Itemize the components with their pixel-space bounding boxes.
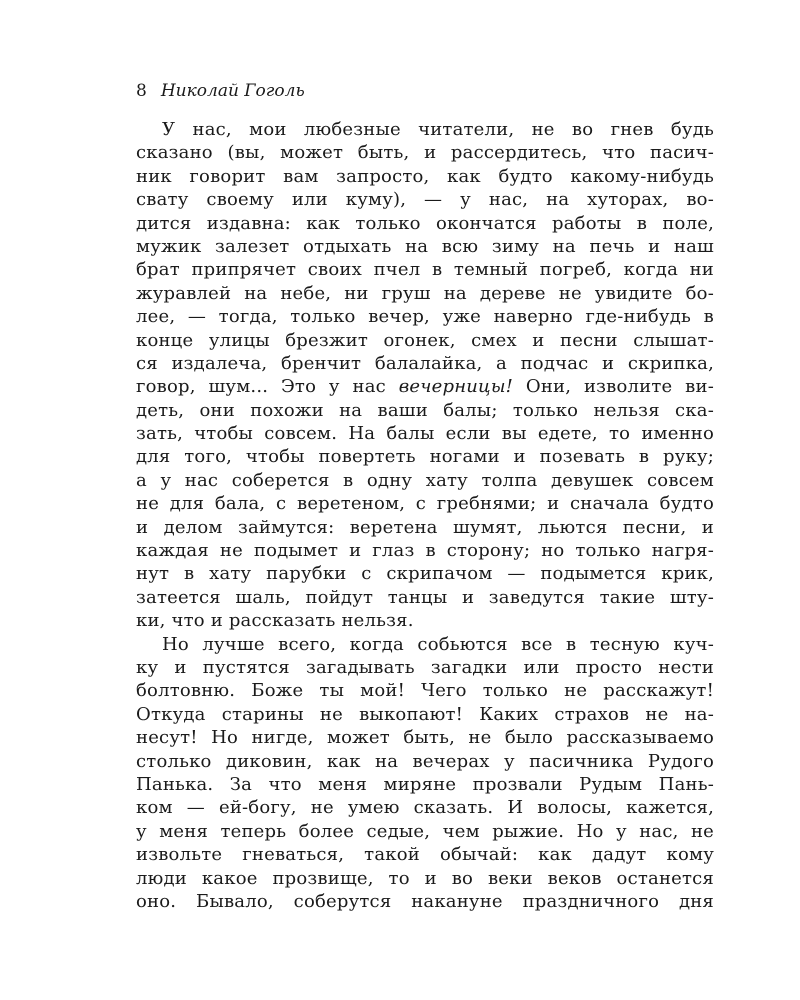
italic-word-vechernitsy: вечерницы! bbox=[398, 376, 514, 398]
text-line: Но лучше всего, когда собьются все в тесную куч- bbox=[162, 633, 714, 655]
text-line: дится издавна: как только окончатся работы в поле, bbox=[136, 212, 714, 234]
text-line: оно. Бывало, соберутся накануне праздничного дня bbox=[136, 890, 714, 912]
text-line: нут в хату парубки с скрипачом — подымется крик, bbox=[136, 563, 714, 585]
text-line: ку и пустятся загадывать загадки или просто нести bbox=[136, 656, 714, 678]
running-title: Николай Гоголь bbox=[160, 81, 305, 101]
text-line: брат припрячет своих пчел в темный погреб, когда ни bbox=[136, 259, 714, 281]
text-line: Откуда старины не выкопают! Каких страхов не на- bbox=[136, 703, 714, 725]
text-line: деть, они похожи на ваши балы; только нельзя ска- bbox=[136, 399, 714, 421]
text-line: свату своему или куму), — у нас, на хуторах, во- bbox=[136, 189, 714, 211]
text-line: зать, чтобы совсем. На балы если вы едете, то именно bbox=[136, 423, 714, 445]
text-line: извольте гневаться, такой обычай: как дадут кому bbox=[136, 844, 714, 866]
text-line: журавлей на небе, ни груш на дереве не увидите бо- bbox=[136, 282, 714, 304]
text-line: для того, чтобы повертеть ногами и позевать в руку; bbox=[136, 446, 714, 468]
text-line: у меня теперь более седые, чем рыжие. Но у нас, не bbox=[136, 820, 714, 842]
text-line: а у нас соберется в одну хату толпа девушек совсем bbox=[136, 469, 714, 491]
text-line: несут! Но нигде, может быть, не было рассказываемо bbox=[136, 727, 714, 749]
line-segment: говор, шум... Это у нас bbox=[136, 376, 399, 398]
text-line: столько диковин, как на вечерах у пасичника Рудого bbox=[136, 750, 714, 772]
text-line: лее, — тогда, только вечер, уже наверно где-нибудь в bbox=[136, 306, 714, 328]
paragraph-1 bbox=[136, 118, 714, 633]
running-head bbox=[136, 80, 305, 102]
text-line: каждая не подымет и глаз в сторону; но только нагря- bbox=[136, 540, 714, 562]
text-line-with-italic bbox=[136, 375, 714, 398]
text-line: ник говорит вам запросто, как будто какому-нибудь bbox=[136, 165, 714, 187]
text-line: люди какое прозвище, то и во веки веков останется bbox=[136, 867, 714, 889]
text-line: затеется шаль, пойдут танцы и заведутся такие шту- bbox=[136, 586, 714, 608]
text-line: не для бала, с веретеном, с гребнями; и сначала будто bbox=[136, 493, 714, 515]
body-text bbox=[136, 118, 714, 913]
line-segment: Они, изволите ви- bbox=[513, 376, 714, 398]
text-line: ся издалеча, бренчит балалайка, а подчас и скрипка, bbox=[136, 352, 714, 374]
text-line: У нас, мои любезные читатели, не во гнев будь bbox=[162, 119, 714, 140]
text-line: Панька. За что меня миряне прозвали Рудым Пань- bbox=[136, 773, 714, 795]
text-line: и делом займутся: веретена шумят, льются песни, и bbox=[136, 516, 714, 538]
text-line: сказано (вы, может быть, и рассердитесь, что пасич- bbox=[136, 142, 714, 164]
text-line: ки, что и рассказать нельзя. bbox=[136, 610, 414, 632]
text-line: болтовню. Боже ты мой! Чего только не расскажут! bbox=[136, 680, 714, 702]
text-line: конце улицы брезжит огонек, смех и песни слышат- bbox=[136, 329, 714, 351]
text-line: мужик залезет отдыхать на всю зиму на печь и наш bbox=[136, 235, 714, 257]
page-number: 8 bbox=[136, 81, 147, 101]
text-line: ком — ей-богу, не умею сказать. И волосы, кажется, bbox=[136, 797, 714, 819]
paragraph-2 bbox=[136, 633, 714, 914]
